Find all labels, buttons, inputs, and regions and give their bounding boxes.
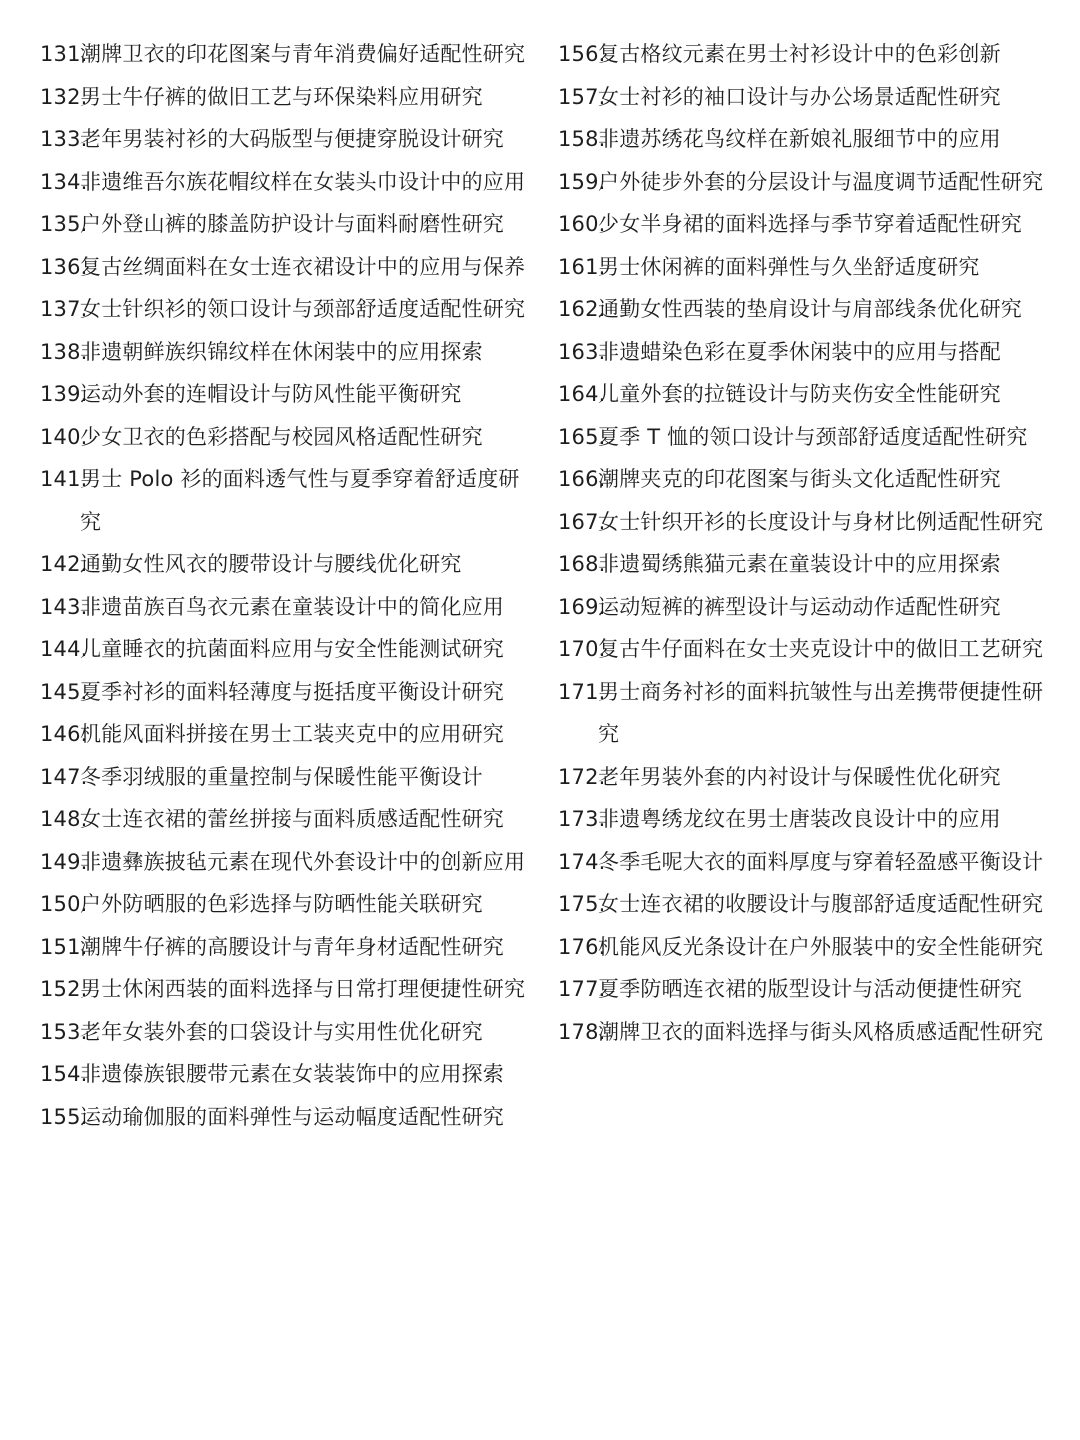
topic-number: 163.: [558, 339, 606, 364]
topic-item: [40, 331, 530, 374]
topic-item: [558, 76, 1048, 119]
topic-item: [558, 968, 1048, 1011]
topic-title: 夏季 T 恤的领口设计与颈部舒适度适配性研究: [598, 424, 1028, 449]
topic-title: 老年男装衬衫的大码版型与便捷穿脱设计研究: [80, 127, 504, 151]
topic-title: 非遗苗族百鸟衣元素在童装设计中的简化应用: [80, 594, 504, 619]
topic-item: [40, 756, 530, 799]
topic-number: 149.: [40, 849, 88, 874]
topic-number: 139.: [40, 382, 88, 406]
topic-title: 户外登山裤的膝盖防护设计与面料耐磨性研究: [80, 212, 504, 236]
topic-item: [40, 968, 530, 1011]
topic-item: [558, 628, 1048, 671]
topic-item: [558, 161, 1048, 204]
topic-title: 夏季防晒连衣裙的版型设计与活动便捷性研究: [598, 977, 1022, 1001]
topic-item: [558, 331, 1048, 374]
topic-number: 135.: [40, 212, 88, 236]
topic-number: 152.: [40, 977, 88, 1001]
topic-item: [40, 373, 530, 416]
topic-item: [558, 1011, 1048, 1054]
topic-title: 少女半身裙的面料选择与季节穿着适配性研究: [598, 212, 1022, 236]
topic-title: 潮牌牛仔裤的高腰设计与青年身材适配性研究: [80, 934, 504, 959]
topic-number: 175.: [558, 892, 606, 916]
topic-title: 通勤女性风衣的腰带设计与腰线优化研究: [80, 552, 462, 576]
topic-number: 158.: [558, 127, 606, 151]
topic-number: 166.: [558, 467, 606, 491]
topic-item: [558, 458, 1048, 501]
topic-item: [40, 458, 530, 543]
topic-item: [40, 1053, 530, 1096]
topic-number: 167.: [558, 509, 606, 534]
topic-title: 通勤女性西装的垫肩设计与肩部线条优化研究: [598, 297, 1022, 321]
topic-number: 132.: [40, 84, 88, 109]
topic-item: [558, 671, 1048, 756]
topic-title: 儿童外套的拉链设计与防夹伤安全性能研究: [598, 382, 1001, 406]
topic-title: 男士牛仔裤的做旧工艺与环保染料应用研究: [80, 84, 483, 109]
topic-number: 160.: [558, 212, 606, 236]
topic-title: 非遗蜡染色彩在夏季休闲装中的应用与搭配: [598, 339, 1001, 364]
topic-item: [558, 501, 1048, 544]
topic-item: [558, 416, 1048, 459]
topic-item: [558, 203, 1048, 246]
topic-number: 161.: [558, 254, 606, 279]
topic-number: 157.: [558, 84, 606, 109]
topic-item: [40, 161, 530, 204]
topic-title: 女士连衣裙的收腰设计与腹部舒适度适配性研究: [598, 892, 1044, 916]
topic-title: 儿童睡衣的抗菌面料应用与安全性能测试研究: [80, 637, 504, 661]
topic-title: 非遗朝鲜族织锦纹样在休闲装中的应用探索: [80, 339, 483, 364]
topic-number: 153.: [40, 1019, 88, 1044]
topic-title: 少女卫衣的色彩搭配与校园风格适配性研究: [80, 424, 483, 449]
topic-item: [40, 76, 530, 119]
topic-title: 复古牛仔面料在女士夹克设计中的做旧工艺研究: [598, 637, 1044, 661]
topic-number: 150.: [40, 892, 88, 916]
topic-item: [558, 288, 1048, 331]
topic-number: 162.: [558, 297, 606, 321]
topic-list-left: [40, 33, 530, 1138]
topic-number: 159.: [558, 169, 606, 194]
topic-title: 男士商务衬衫的面料抗皱性与出差携带便捷性研究: [598, 679, 1044, 746]
topic-number: 165.: [558, 424, 606, 449]
topic-title: 机能风反光条设计在户外服装中的安全性能研究: [598, 934, 1044, 959]
topic-item: [558, 118, 1048, 161]
topic-item: [40, 118, 530, 161]
topic-item: [558, 586, 1048, 629]
topic-title: 运动短裤的裤型设计与运动动作适配性研究: [598, 594, 1001, 619]
topic-number: 155.: [40, 1104, 88, 1129]
topic-title: 男士 Polo 衫的面料透气性与夏季穿着舒适度研究: [80, 467, 520, 534]
topic-number: 138.: [40, 339, 88, 364]
topic-item: [558, 926, 1048, 969]
topic-number: 172.: [558, 764, 606, 789]
topic-title: 老年男装外套的内衬设计与保暖性优化研究: [598, 764, 1001, 789]
topic-number: 170.: [558, 637, 606, 661]
topic-number: 146.: [40, 722, 88, 746]
topic-item: [40, 586, 530, 629]
topic-number: 156.: [558, 42, 606, 66]
topic-number: 151.: [40, 934, 88, 959]
topic-item: [40, 798, 530, 841]
topic-title: 非遗蜀绣熊猫元素在童装设计中的应用探索: [598, 552, 1001, 576]
topic-item: [40, 1096, 530, 1139]
topic-title: 潮牌卫衣的面料选择与街头风格质感适配性研究: [598, 1019, 1044, 1044]
topic-number: 171.: [558, 679, 606, 704]
topic-title: 夏季衬衫的面料轻薄度与挺括度平衡设计研究: [80, 679, 504, 704]
topic-item: [558, 543, 1048, 586]
topic-item: [40, 203, 530, 246]
topic-title: 户外防晒服的色彩选择与防晒性能关联研究: [80, 892, 483, 916]
topic-number: 136.: [40, 254, 88, 279]
topic-title: 复古丝绸面料在女士连衣裙设计中的应用与保养: [80, 254, 526, 279]
topic-title: 非遗彝族披毡元素在现代外套设计中的创新应用: [80, 849, 526, 874]
topic-title: 潮牌卫衣的印花图案与青年消费偏好适配性研究: [80, 42, 526, 66]
topic-number: 173.: [558, 807, 606, 831]
topic-number: 154.: [40, 1062, 88, 1086]
topic-item: [558, 798, 1048, 841]
topic-item: [558, 373, 1048, 416]
topic-item: [40, 926, 530, 969]
topic-title: 运动外套的连帽设计与防风性能平衡研究: [80, 382, 462, 406]
topic-title: 冬季羽绒服的重量控制与保暖性能平衡设计: [80, 764, 483, 789]
topic-number: 140.: [40, 424, 88, 449]
topic-number: 178.: [558, 1019, 606, 1044]
topic-title: 男士休闲裤的面料弹性与久坐舒适度研究: [598, 254, 980, 279]
topic-number: 143.: [40, 594, 88, 619]
topic-title: 女士针织衫的领口设计与颈部舒适度适配性研究: [80, 297, 526, 321]
topic-number: 176.: [558, 934, 606, 959]
topic-title: 非遗粤绣龙纹在男士唐装改良设计中的应用: [598, 807, 1001, 831]
topic-number: 148.: [40, 807, 88, 831]
topic-title: 非遗傣族银腰带元素在女装装饰中的应用探索: [80, 1062, 504, 1086]
topic-number: 174.: [558, 849, 606, 874]
topic-title: 冬季毛呢大衣的面料厚度与穿着轻盈感平衡设计: [598, 849, 1044, 874]
topic-title: 男士休闲西装的面料选择与日常打理便捷性研究: [80, 977, 526, 1001]
topic-number: 131.: [40, 42, 88, 66]
topic-title: 女士针织开衫的长度设计与身材比例适配性研究: [598, 509, 1044, 534]
topic-item: [558, 883, 1048, 926]
topic-number: 142.: [40, 552, 88, 576]
topic-title: 运动瑜伽服的面料弹性与运动幅度适配性研究: [80, 1104, 504, 1129]
topic-number: 168.: [558, 552, 606, 576]
topic-number: 164.: [558, 382, 606, 406]
topic-title: 机能风面料拼接在男士工装夹克中的应用研究: [80, 722, 504, 746]
topic-item: [40, 1011, 530, 1054]
topic-number: 137.: [40, 297, 88, 321]
topic-title: 潮牌夹克的印花图案与街头文化适配性研究: [598, 467, 1001, 491]
topic-item: [40, 671, 530, 714]
topic-number: 177.: [558, 977, 606, 1001]
topic-item: [558, 841, 1048, 884]
topic-title: 非遗苏绣花鸟纹样在新娘礼服细节中的应用: [598, 127, 1001, 151]
topic-title: 复古格纹元素在男士衬衫设计中的色彩创新: [598, 42, 1001, 66]
topic-item: [40, 883, 530, 926]
topic-item: [40, 841, 530, 884]
topic-title: 女士衬衫的袖口设计与办公场景适配性研究: [598, 84, 1001, 109]
topic-item: [40, 416, 530, 459]
topic-item: [40, 246, 530, 289]
topic-list-right: [558, 33, 1048, 1053]
topic-number: 134.: [40, 169, 88, 194]
topic-item: [558, 33, 1048, 76]
topic-title: 女士连衣裙的蕾丝拼接与面料质感适配性研究: [80, 807, 504, 831]
topic-item: [558, 246, 1048, 289]
topic-item: [40, 288, 530, 331]
topic-title: 老年女装外套的口袋设计与实用性优化研究: [80, 1019, 483, 1044]
topic-item: [40, 628, 530, 671]
topic-title: 户外徒步外套的分层设计与温度调节适配性研究: [598, 169, 1044, 194]
topic-number: 144.: [40, 637, 88, 661]
topic-title: 非遗维吾尔族花帽纹样在女装头巾设计中的应用: [80, 169, 526, 194]
topic-number: 147.: [40, 764, 88, 789]
topic-item: [558, 756, 1048, 799]
topic-number: 141.: [40, 467, 88, 491]
topic-item: [40, 543, 530, 586]
topic-item: [40, 33, 530, 76]
topic-number: 133.: [40, 127, 88, 151]
topic-number: 145.: [40, 679, 88, 704]
topic-item: [40, 713, 530, 756]
topic-number: 169.: [558, 594, 606, 619]
